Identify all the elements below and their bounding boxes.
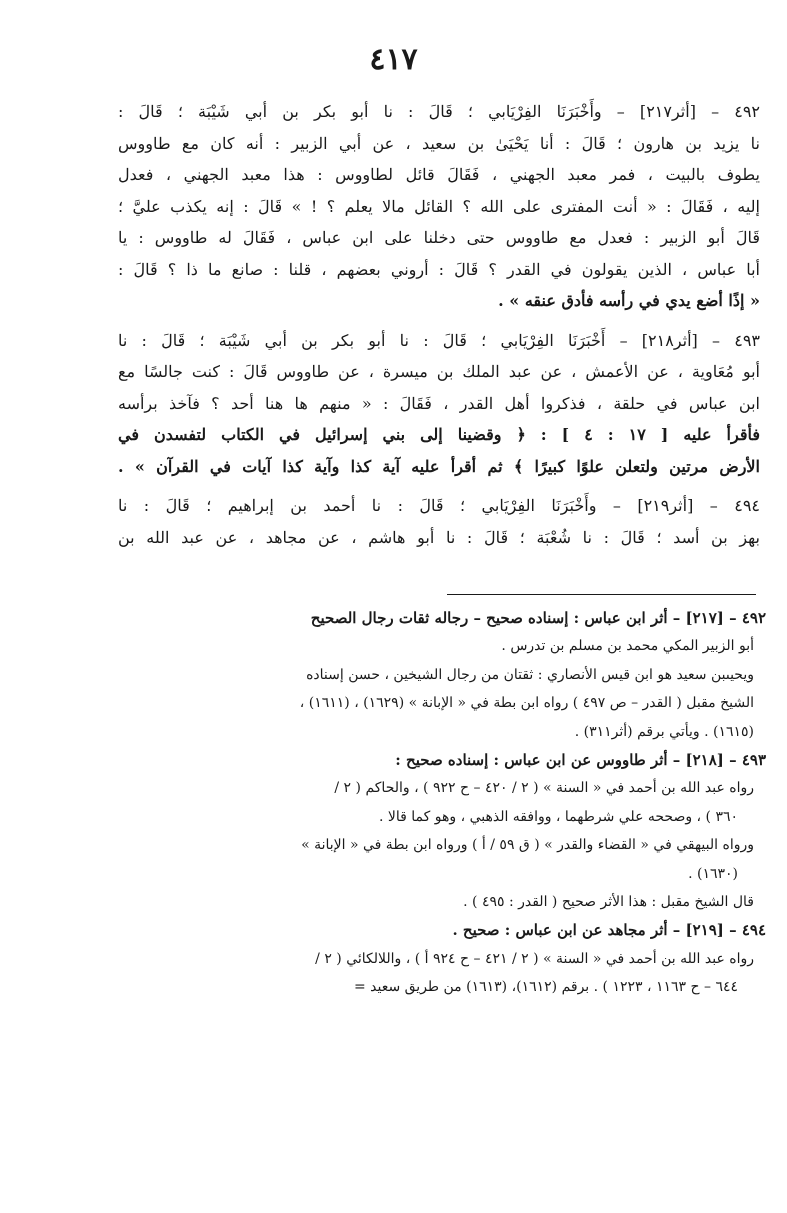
page-number: ٤١٧	[369, 42, 418, 77]
footnote-line: رواه عبد الله بن أحمد في « السنة » ( ٢ / ٤٢٠ – ح ٩٢٢ ) ، والحاكم ( ٢ /	[334, 780, 754, 797]
footnote-line: ويحيىبن سعيد هو ابن قيس الأنصاري : ثقتان من رجال الشيخين ، حسن إسناده	[306, 666, 754, 683]
text-line: ابن عباس في حلقة ، فذكروا أهل القدر ، فَقَالَ : « منهم ها هنا أحد ؟ فآخذ برأسه	[118, 393, 760, 413]
footnote-heading: ٤٩٤ – [٢١٩] – أثر مجاهد عن ابن عباس : صحيح .	[452, 921, 766, 940]
footnote-heading: ٤٩٢ – [٢١٧] – أثر ابن عباس : إسناده صحيح – رجاله ثقات رجال الصحيح	[310, 609, 766, 627]
text-line: إليه ، فَقَالَ : « أنت المفترى على الله ؟ القائل مالا يعلم ؟ ! » قَالَ : إنه يكذب عليَّ ؛	[118, 196, 760, 216]
text-line: ٤٩٤ – [أثر٢١٩] – وأَخْبَرَنَا الفِرْيَابي ؛ قَالَ : نا أحمد بن إبراهيم ؛ قَالَ : نا	[118, 496, 760, 515]
footnote-line: قال الشيخ مقبل : هذا الأثر صحيح ( القدر : ٤٩٥ ) .	[463, 894, 754, 911]
text-line: ٤٩٢ – [أثر٢١٧] – وأَخْبَرَنَا الفِرْيَابي ؛ قَالَ : نا أبو بكر بن أبي شَيْبَة ؛ قَالَ :	[118, 102, 760, 121]
athar-217-paragraph	[118, 96, 760, 317]
footnote-line: ٦٤٤ – ح ١١٦٣ ، ١٢٢٣ ) . برقم (١٦١٢)، (١٦١٣) من طريق سعيد =	[353, 979, 738, 996]
footnote-divider	[447, 594, 756, 595]
text-line: الأرض مرتين ولتعلن علوًا كبيرًا ﴾ ثم أقرأ عليه آية كذا وآية كذا آيات في القرآن » .	[118, 456, 760, 476]
footnote-line: (١٦٣٠) .	[688, 865, 738, 882]
text-line: « إذًا أضع يدي في رأسه فأدق عنقه » .	[498, 291, 760, 310]
text-line: فأقرأ عليه [ ١٧ : ٤ ] : ﴿ وقضينا إلى بني إسرائيل في الكتاب لتفسدن في	[118, 425, 760, 444]
athar-218-paragraph	[118, 325, 760, 483]
text-line: نا يزيد بن هارون ؛ قَالَ : أنا يَحْيَىٰ بن سعيد ، عن أبي الزبير : أنه كان مع طاووس	[118, 133, 760, 153]
text-line: أبو مُعَاوية ، عن الأعمش ، عن عبد الملك بن ميسرة ، عن طاووس قَالَ : كنت جالسًا مع	[118, 362, 760, 381]
footnote-heading: ٤٩٣ – [٢١٨] – أثر طاووس عن ابن عباس : إسناده صحيح :	[395, 751, 766, 770]
main-text	[118, 96, 760, 561]
footnote-line: رواه عبد الله بن أحمد في « السنة » ( ٢ / ٤٢١ – ح ٩٢٤ أ ) ، واللالكائي ( ٢ /	[315, 950, 754, 967]
athar-219-paragraph	[118, 490, 760, 553]
text-line: يطوف بالبيت ، فمر معبد الجهني ، فَقَالَ قائل لطاووس : هذا معبد الجهني ، فعدل	[118, 165, 760, 184]
text-line: أبا عباس ، الذين يقولون في القدر ؟ قَالَ : أروني بعضهم ، قلنا : صانع ما ذا ؟ قَالَ :	[118, 259, 760, 279]
text-line: قَالَ أبو الزبير : فعدل مع طاووس حتى دخلنا على ابن عباس ، فَقَالَ له طاووس : يا	[118, 228, 760, 247]
footnote-line: الشيخ مقبل ( القدر – ص ٤٩٧ ) رواه ابن بطة في « الإبانة » (١٦٢٩) ، (١٦١١) ،	[299, 695, 754, 712]
footnote-line: (١٦١٥) . ويأتي برقم (أثر٣١١) .	[574, 723, 754, 740]
text-line: بهز بن أسد ؛ قَالَ : نا شُعْبَة ؛ قَالَ : نا أبو هاشم ، عن مجاهد ، عن عبد الله بن	[118, 527, 760, 547]
footnote-line: ورواه البيهقي في « القضاء والقدر » ( ق ٥٩ / أ ) ورواه ابن بطة في « الإبانة »	[301, 837, 754, 854]
footnote-line: ٣٦٠ ) ، وصححه علي شرطهما ، ووافقه الذهبي ، وهو كما قالا .	[379, 808, 738, 825]
footnotes	[118, 604, 766, 1002]
footnote-line: أبو الزبير المكي محمد بن مسلم بن تدرس .	[501, 638, 754, 655]
text-line: ٤٩٣ – [أثر٢١٨] – أَخْبَرَنَا الفِرْيَابي ؛ قَالَ : نا أبو بكر بن أبي شَيْبَة ؛ قَالَ : نا	[118, 330, 760, 350]
